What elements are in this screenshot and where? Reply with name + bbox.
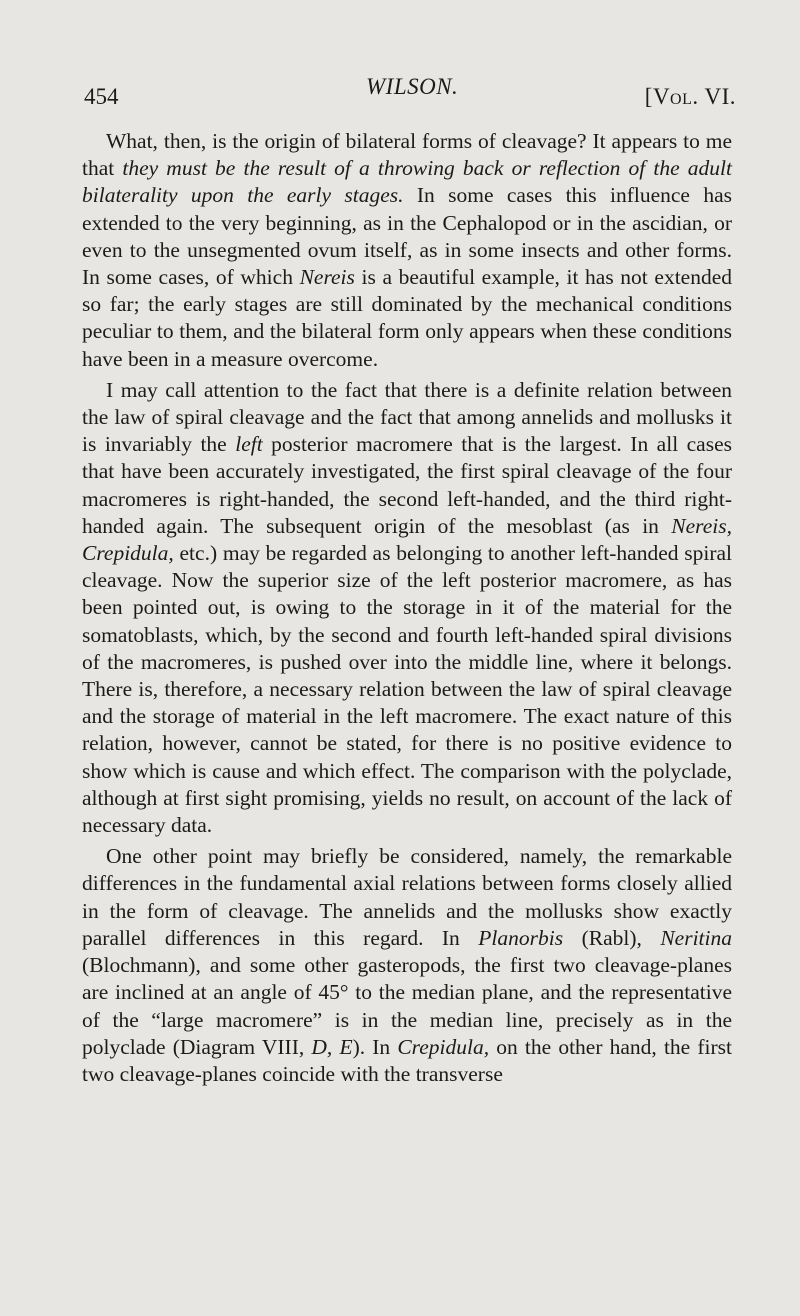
text-run: I may call attention to the fact that there is a definite relation between the law of spiral cleavage and the fact that among annelids and mollusks it is invariably the bbox=[82, 377, 732, 457]
italic-text: Planorbis bbox=[478, 925, 564, 950]
page-header bbox=[84, 72, 736, 112]
volume-bracket: [ bbox=[644, 84, 653, 109]
text-run: posterior macromere that is the largest. In all cases that have been accurately investigated, the first spiral cleavage of the four macromeres is right-handed, the second left-handed, and the third right-handed again. The subsequent origin of the mesoblast (as in bbox=[82, 432, 733, 538]
running-head: WILSON. bbox=[366, 74, 459, 99]
volume-prefix: Vol bbox=[652, 84, 693, 109]
italic-text: left bbox=[235, 432, 263, 457]
text-run: etc.) may be regarded as belonging to another left-handed spiral cleavage. Now the superior size of the left posterior macromere, as has been pointed out, is owing to the storage in it of the material for the somatoblasts, which, by the second and fourth left-handed spiral divisions of the macromeres, is pushed over into the middle line, where it belongs. There is, therefore, a necessary relation between the law of spiral cleavage and the storage of material in the left macromere. The exact nature of this relation, however, cannot be stated, for there is no positive evidence to show which is cause and which effect. The comparison with the polyclade, although at first sight promising, yields no result, on account of the lack of necessary data. bbox=[82, 541, 732, 838]
page-number: 454 bbox=[84, 84, 119, 109]
text-run: (Blochmann), and some other gasteropods, the first two cleavage-planes are inclined at an angle of 45° to the median plane, and the representative of the “large macromere” is in the median line, precisely as in the polyclade (Diagram VIII, bbox=[82, 953, 732, 1059]
paragraph-2 bbox=[82, 377, 732, 839]
volume-suffix: . VI. bbox=[692, 84, 736, 109]
paragraph-3 bbox=[82, 843, 732, 1088]
italic-text: they must be the result of a throwing back or reflection of the adult bilaterality upon the early stages. bbox=[82, 156, 732, 208]
italic-text: Nereis, Crepidula, bbox=[82, 513, 732, 566]
text-run: In some cases this influence has extended to the very beginning, as in the Cephalopod or in the ascidian, or even to the unsegmented ovum itself, as in some insects and other forms. In some cases, of which bbox=[82, 183, 732, 290]
body-text bbox=[82, 128, 732, 1088]
text-run: What, then, is the origin of bilateral forms of cleavage? It appears to me that bbox=[82, 129, 732, 181]
text-run: ). In bbox=[352, 1034, 398, 1059]
text-run: is a beautiful example, it has not extended so far; the early stages are still dominated by the mechanical conditions peculiar to them, and the bilateral form only appears when these conditions have been in a measure overcome. bbox=[82, 265, 732, 371]
text-run: (Rabl), bbox=[563, 925, 661, 950]
paragraph-1 bbox=[82, 128, 732, 373]
italic-text: Crepidula, bbox=[397, 1034, 490, 1059]
text-run: One other point may briefly be considered, namely, the remarkable differences in the fundamental axial relations between forms closely allied in the form of cleavage. The annelids and the mollusks show exactly parallel differences in this regard. In bbox=[82, 844, 732, 950]
text-run: on the other hand, the first two cleavage-planes coincide with the transverse bbox=[82, 1034, 732, 1086]
italic-text: D, E bbox=[311, 1034, 353, 1059]
volume-label bbox=[645, 84, 736, 110]
italic-text: Nereis bbox=[299, 265, 355, 290]
italic-text: Neritina bbox=[660, 925, 732, 950]
